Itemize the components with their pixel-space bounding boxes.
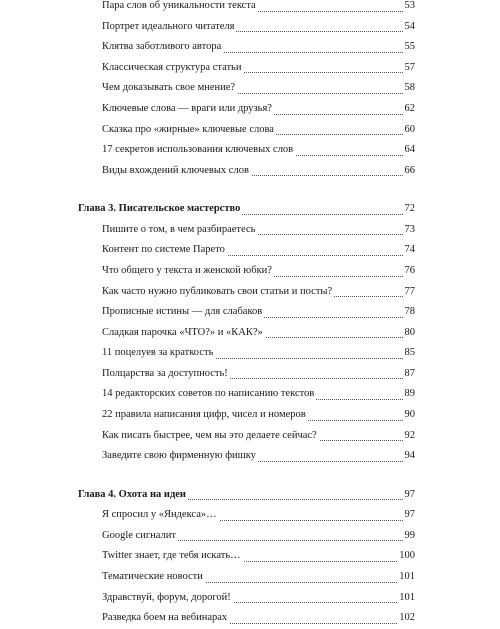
toc-entry: [0, 140, 500, 161]
toc-entry-page: 100: [397, 546, 415, 567]
toc-entry: [0, 405, 500, 426]
toc-entry-title: Как писать быстрее, чем вы это делаете сейчас?: [102, 426, 319, 447]
toc-entry-title: Контент по системе Парето: [102, 240, 227, 261]
toc-entry: [0, 240, 500, 261]
toc-entry-title: Разведка боем на вебинарах: [102, 608, 229, 629]
toc-entry: [0, 261, 500, 282]
toc-entry-page: 73: [403, 220, 416, 241]
toc-entry: [0, 302, 500, 323]
toc-entry-title: Пара слов об уникальности текста: [102, 0, 258, 17]
toc-entry-page: 64: [403, 140, 416, 161]
toc-entry: [0, 364, 500, 385]
toc-entry-title: Клятва заботливого автора: [102, 37, 223, 58]
toc-entry: [0, 608, 500, 629]
toc-entry-title: 17 секретов использования ключевых слов: [102, 140, 295, 161]
toc-entry-title: 22 правила написания цифр, чисел и номеров: [102, 405, 308, 426]
toc-entry: [0, 282, 500, 303]
toc-entry-title: Портрет идеального читателя: [102, 17, 236, 38]
chapter-page: 97: [403, 485, 416, 506]
toc-entry-page: 53: [403, 0, 416, 17]
toc-entry: [0, 220, 500, 241]
toc-entry-page: 77: [403, 282, 416, 303]
toc-entry-page: 78: [403, 302, 416, 323]
toc-entry-title: Сказка про «жирные» ключевые слова: [102, 120, 276, 141]
toc-entry-title: Заведите свою фирменную фишку: [102, 446, 258, 467]
toc-entry: [0, 323, 500, 344]
toc-entry: [0, 426, 500, 447]
toc-entry-page: 87: [403, 364, 416, 385]
toc-entry-title: Полцарства за доступность!: [102, 364, 230, 385]
toc-entry-page: 99: [403, 526, 416, 547]
toc-entry: [0, 343, 500, 364]
toc-entry-title: Как часто нужно публиковать свои статьи и посты?: [102, 282, 334, 303]
toc-entry-page: 101: [397, 588, 415, 609]
chapter-heading: [0, 199, 500, 220]
toc-entry-title: Пишите о том, в чем разбираетесь: [102, 220, 257, 241]
toc-entry-page: 55: [403, 37, 416, 58]
toc-entry-page: 102: [397, 608, 415, 629]
toc-entry-page: 54: [403, 17, 416, 38]
toc-entry: [0, 526, 500, 547]
toc-entry-page: 89: [403, 384, 416, 405]
toc-entry-page: 85: [403, 343, 416, 364]
toc-entry: [0, 120, 500, 141]
toc-entry-page: 90: [403, 405, 416, 426]
toc-entry-title: 14 редакторских советов по написанию текстов: [102, 384, 316, 405]
toc-entry: [0, 588, 500, 609]
toc-entry: [0, 0, 500, 17]
toc-entry-page: 92: [403, 426, 416, 447]
toc-entry-title: Сладкая парочка «ЧТО?» и «КАК?»: [102, 323, 265, 344]
toc-entry: [0, 78, 500, 99]
toc-entry: [0, 384, 500, 405]
chapter-page: 72: [403, 199, 416, 220]
toc-entry: [0, 17, 500, 38]
toc-entry-page: 62: [403, 99, 416, 120]
toc-entry-page: 60: [403, 120, 416, 141]
toc-entry-title: Здравствуй, форум, дорогой!: [102, 588, 233, 609]
toc-entry-title: Классическая структура статьи: [102, 58, 243, 79]
toc-entry-title: 11 поцелуев за краткость: [102, 343, 215, 364]
toc-entry-page: 101: [397, 567, 415, 588]
toc-entry: [0, 446, 500, 467]
toc-entry-title: Twitter знает, где тебя искать…: [102, 546, 243, 567]
toc-entry-page: 94: [403, 446, 416, 467]
toc-entry-title: Прописные истины — для слабаков: [102, 302, 264, 323]
toc-entry-title: Виды вхождений ключевых слов: [102, 161, 251, 182]
toc-entry-page: 76: [403, 261, 416, 282]
toc-entry-title: Тематические новости: [102, 567, 205, 588]
toc-entry: [0, 546, 500, 567]
toc-entry: [0, 58, 500, 79]
toc-entry-title: Что общего у текста и женской юбки?: [102, 261, 274, 282]
toc-entry: [0, 161, 500, 182]
toc-entry-page: 74: [403, 240, 416, 261]
toc-entry-title: Google сигналит: [102, 526, 178, 547]
toc-entry-title: Чем доказывать свое мнение?: [102, 78, 237, 99]
toc-entry-title: Я спросил у «Яндекса»…: [102, 505, 219, 526]
toc-entry-page: 58: [403, 78, 416, 99]
toc-entry: [0, 37, 500, 58]
toc-entry-title: Ключевые слова — враги или друзья?: [102, 99, 274, 120]
toc-entry: [0, 505, 500, 526]
toc-entry-page: 97: [403, 505, 416, 526]
toc-entry: [0, 99, 500, 120]
chapter-title: Глава 4. Охота на идеи: [78, 485, 188, 506]
toc-entry-page: 80: [403, 323, 416, 344]
chapter-title: Глава 3. Писательское мастерство: [78, 199, 242, 220]
toc-entry: [0, 567, 500, 588]
chapter-heading: [0, 485, 500, 506]
toc-entry-page: 57: [403, 58, 416, 79]
toc-entry-page: 66: [403, 161, 416, 182]
